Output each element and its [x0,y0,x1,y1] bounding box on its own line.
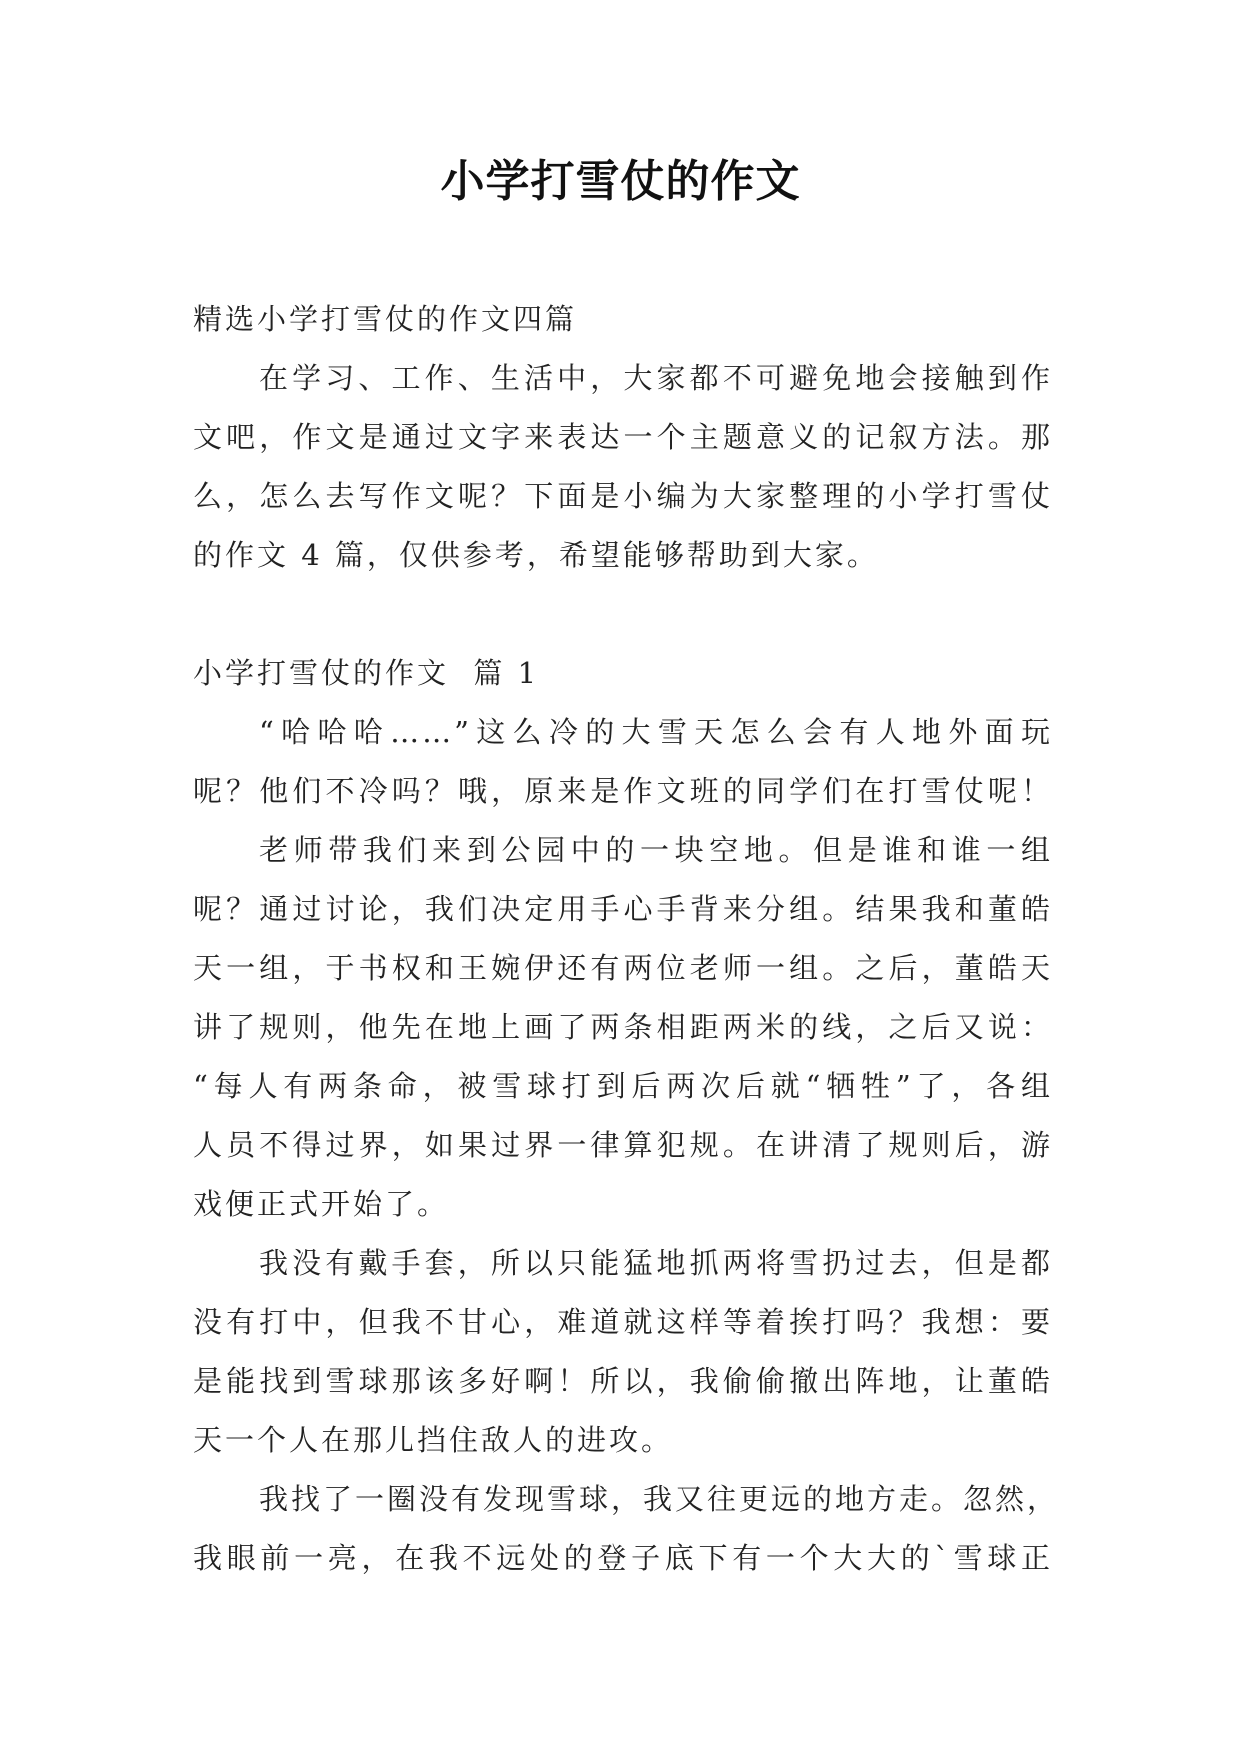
section-heading: 小学打雪仗的作文 篇 1 [193,656,540,690]
body-paragraph [193,703,1053,821]
document-title: 小学打雪仗的作文 [440,156,801,207]
text-line: 在学习、工作、生活中，大家都不可避免地会接触到作 [259,361,1053,395]
text-line: 呢？通过讨论，我们决定用手心手背来分组。结果我和董皓 [193,892,1053,926]
body-paragraph [193,1470,1060,1588]
document-subtitle: 精选小学打雪仗的作文四篇 [193,302,578,336]
text-line: 天一组，于书权和王婉伊还有两位老师一组。之后，董皓天 [193,951,1053,985]
text-line: 没有打中，但我不甘心，难道就这样等着挨打吗？我想：要 [193,1305,1053,1339]
text-line: 我没有戴手套，所以只能猛地抓两将雪扔过去，但是都 [259,1246,1053,1280]
paragraph-gap [193,585,1053,644]
text-line: 人员不得过界，如果过界一律算犯规。在讲清了规则后，游 [193,1128,1053,1162]
text-line: “每人有两条命，被雪球打到后两次后就“牺牲”了，各组 [193,1069,1053,1103]
text-line: 讲了规则，他先在地上画了两条相距两米的线，之后又说： [193,1010,1053,1044]
text-line: 我眼前一亮，在我不远处的登子底下有一个大大的`雪球正 [193,1541,1053,1575]
text-line: 么，怎么去写作文呢？下面是小编为大家整理的小学打雪仗 [193,479,1053,513]
text-line: 文吧，作文是通过文字来表达一个主题意义的记叙方法。那 [193,420,1053,454]
document-body [193,290,1060,1588]
text-line: 天一个人在那儿挡住敌人的进攻。 [193,1423,674,1457]
text-line: 戏便正式开始了。 [193,1187,450,1221]
body-paragraph [193,821,1053,1234]
text-line: 呢？他们不冷吗？哦，原来是作文班的同学们在打雪仗呢！ [193,774,1053,808]
text-line: 的作文 4 篇，仅供参考，希望能够帮助到大家。 [193,538,879,572]
text-line: 是能找到雪球那该多好啊！所以，我偷偷撤出阵地，让董皓 [193,1364,1053,1398]
text-line: 老师带我们来到公园中的一块空地。但是谁和谁一组 [259,833,1053,867]
text-line: “哈哈哈……”这么冷的大雪天怎么会有人地外面玩 [259,715,1053,749]
body-paragraph [193,1234,1053,1470]
intro-paragraph [193,349,1053,585]
text-line: 我找了一圈没有发现雪球，我又往更远的地方走。忽然， [259,1482,1060,1516]
